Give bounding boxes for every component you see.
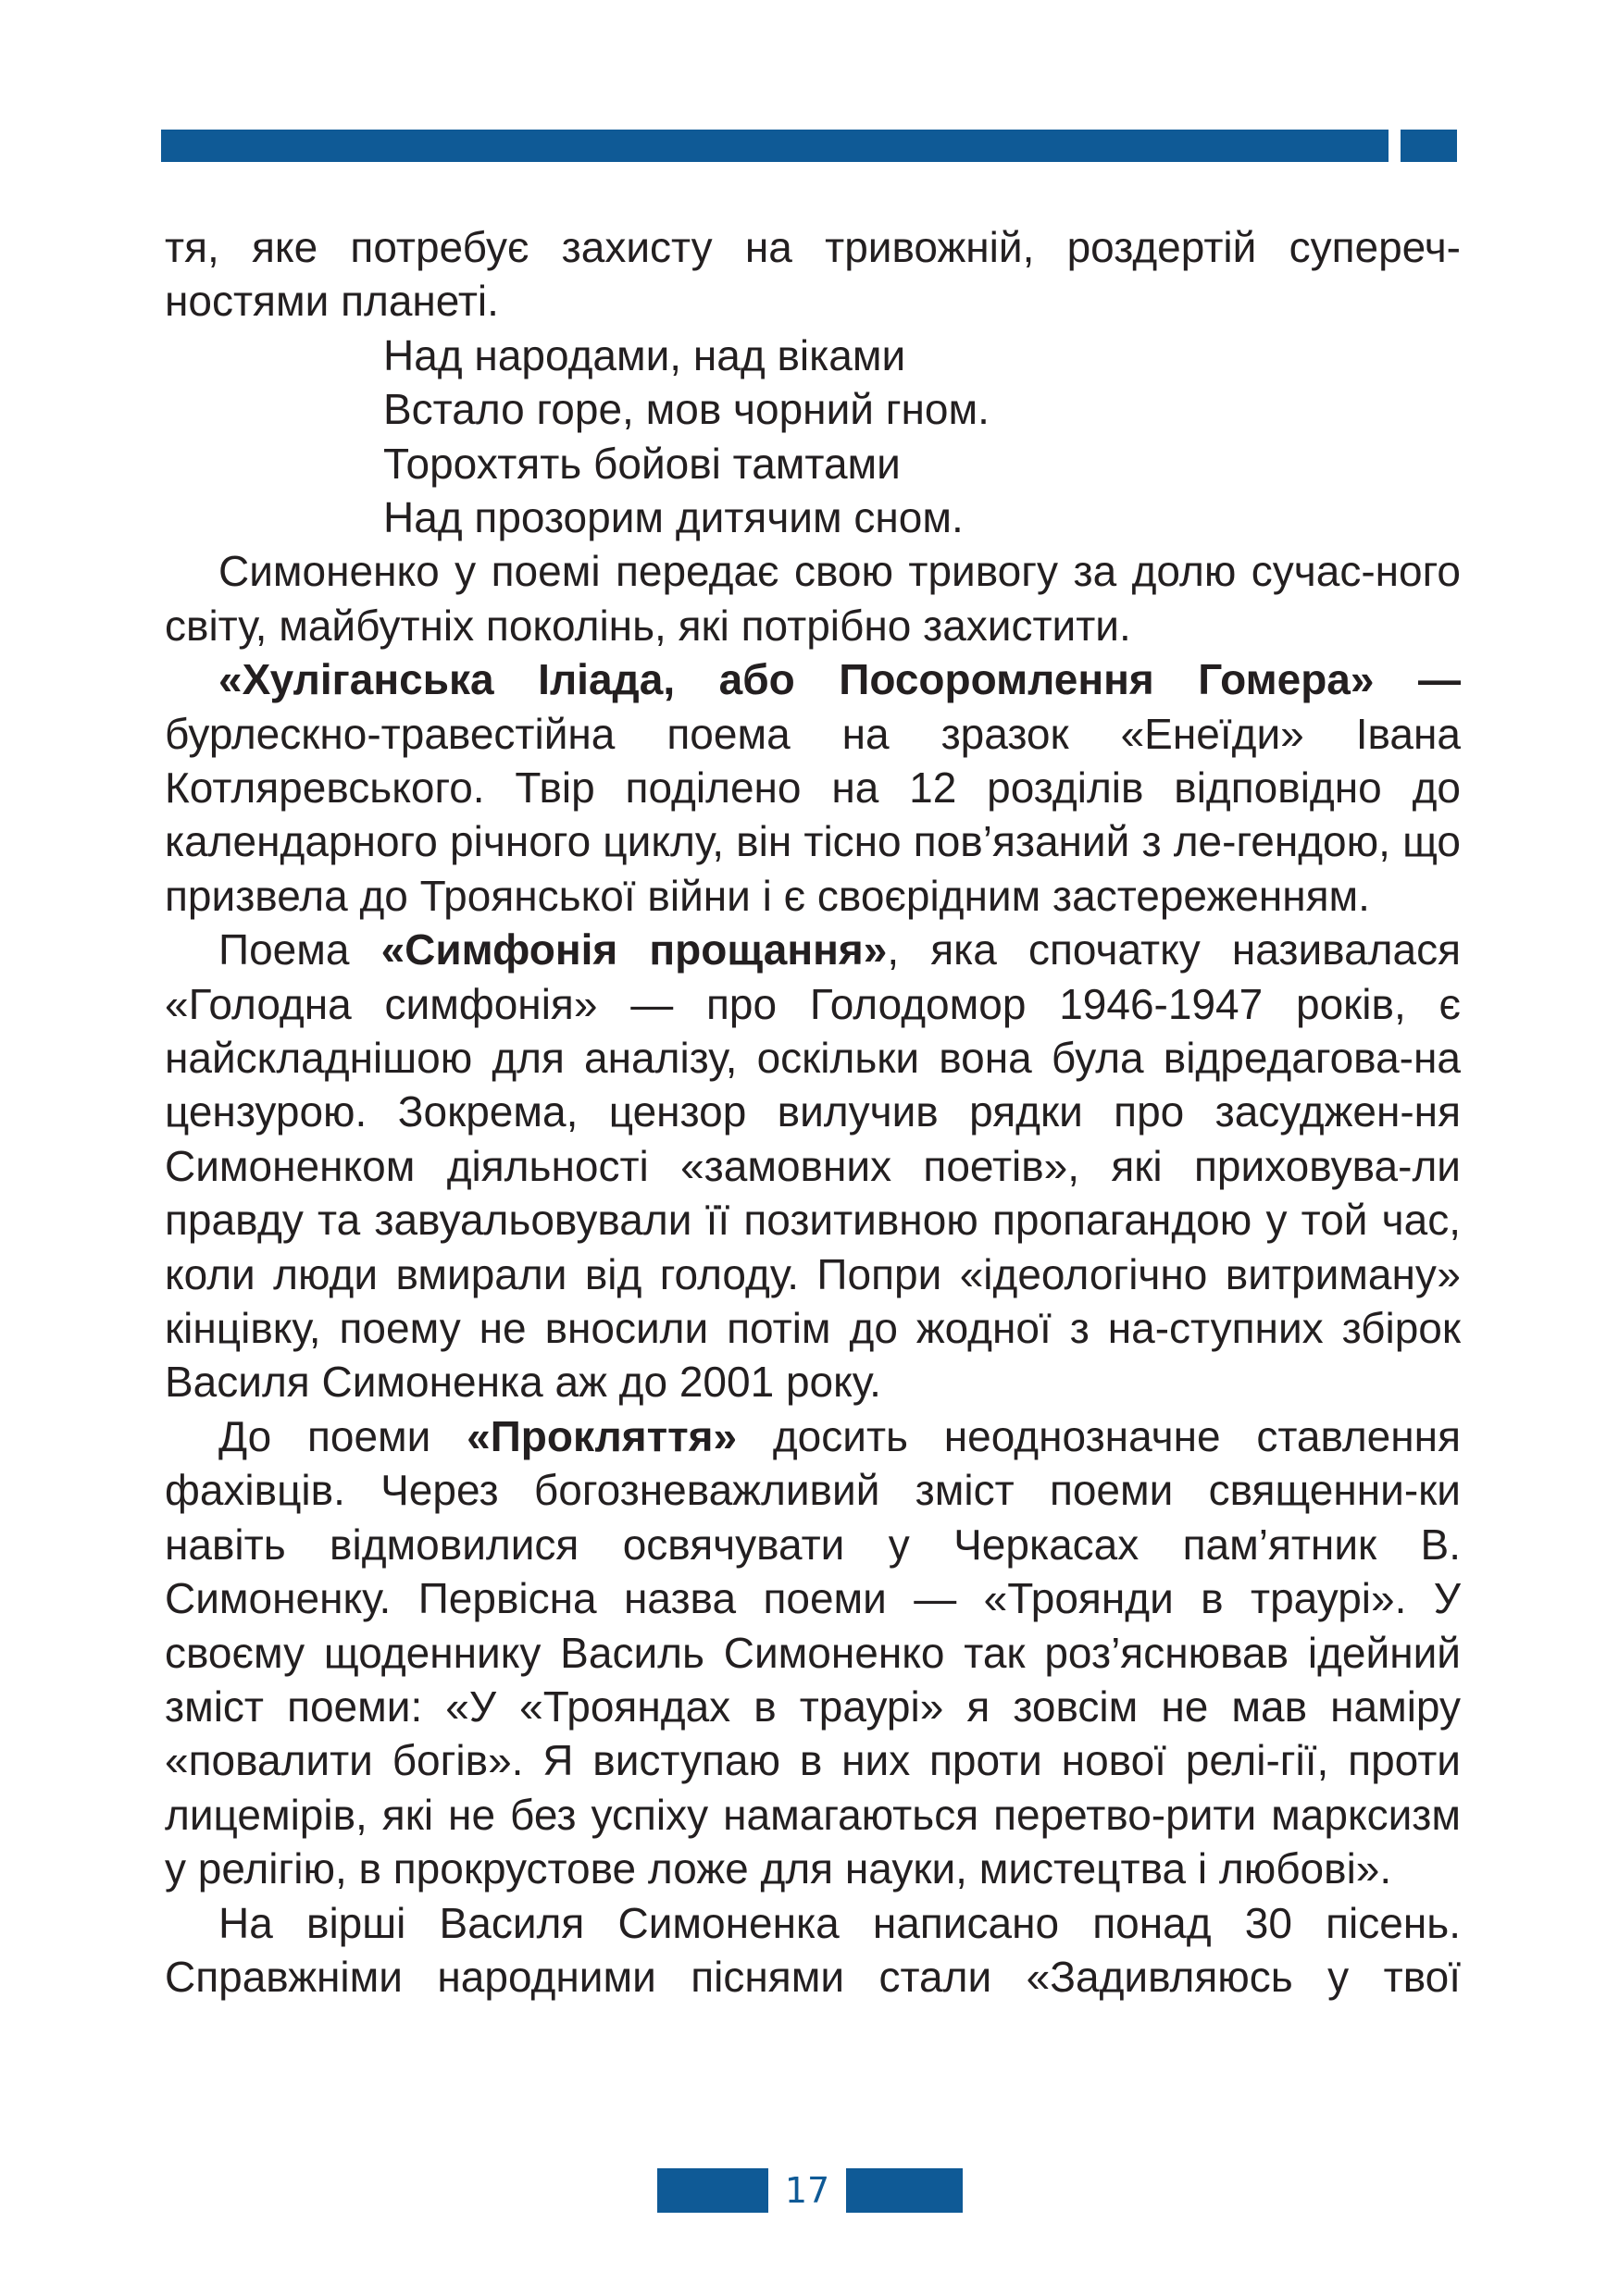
footer-bar-right [846, 2168, 963, 2213]
page-number: 17 [784, 2170, 830, 2211]
poem-title-symphony: «Симфонія прощання» [380, 925, 888, 974]
verse-line: Над народами, над віками [383, 330, 906, 379]
paragraph-5: До поеми «Прокляття» досить неоднозначне ставлення фахівців. Через богозневажливий зміст поеми священни-ки навіть відмовилися освячувати у Черкасах пам’ятник В. Симоненку. Первісна назва поеми — «Троянди в траурі». У своєму щоденнику Василь Симоненко так роз’яснював ідейний зміст поеми: «У «Трояндах в траурі» я зовсім не мав наміру «повалити богів». Я виступаю в них проти нової релі-гії, проти лицемірів, які не без успіху намагаються перетво-рити марксизм у релігію, в прокрустове ложе для науки, мистецтва і любові». [165, 1411, 1461, 1893]
body-text [165, 220, 1461, 2004]
verse-line: Встало горе, мов чорний гном. [383, 385, 990, 434]
verse-quote [165, 329, 1461, 545]
header-bar-tail [1401, 130, 1457, 162]
poem-title-iliad: «Хуліганська Іліада, або Посоромлення Гомера» — [218, 655, 1461, 704]
verse-line: Торохтять бойові тамтами [383, 439, 901, 488]
paragraph-3: «Хуліганська Іліада, або Посоромлення Гомера» — бурлескно-травестійна поема на зразок «Енеїди» Івана Котляревського. Твір поділено на 12 розділів відповідно до календарного річного циклу, він тісно пов’язаний з ле-гендою, що призвела до Троянської війни і є своєрідним застереженням. [165, 655, 1461, 920]
verse-line: Над прозорим дитячим сном. [383, 492, 964, 541]
paragraph-6: На вірші Василя Симоненка написано понад 30 пісень. Справжніми народними піснями стали «Задивляюсь у твої [165, 1898, 1461, 2001]
paragraph-2: Симоненко у поемі передає свою тривогу за долю сучас-ного світу, майбутніх поколінь, які потрібно захистити. [165, 547, 1461, 650]
paragraph-4: Поема «Симфонія прощання», яка спочатку називалася «Голодна симфонія» — про Голодомор 1946-1947 років, є найскладнішою для аналізу, оскільки вона була відредагова-на цензурою. Зокрема, цензор вилучив рядки про засуджен-ня Симоненком діяльності «замовних поетів», які приховува-ли правду та завуальовували її позитивною пропагандою у той час, коли люди вмирали від голоду. Попри «ідеологічно витриману» кінцівку, поему не вносили потім до жодної з на-ступних збірок Василя Симоненка аж до 2001 року. [165, 925, 1461, 1407]
header-bar [161, 130, 1389, 162]
poem-title-curse: «Прокляття» [467, 1411, 738, 1460]
footer-bar-left [657, 2168, 768, 2213]
paragraph-1: тя, яке потребує захисту на тривожній, роздертій супереч-ностями планеті. [165, 223, 1461, 326]
